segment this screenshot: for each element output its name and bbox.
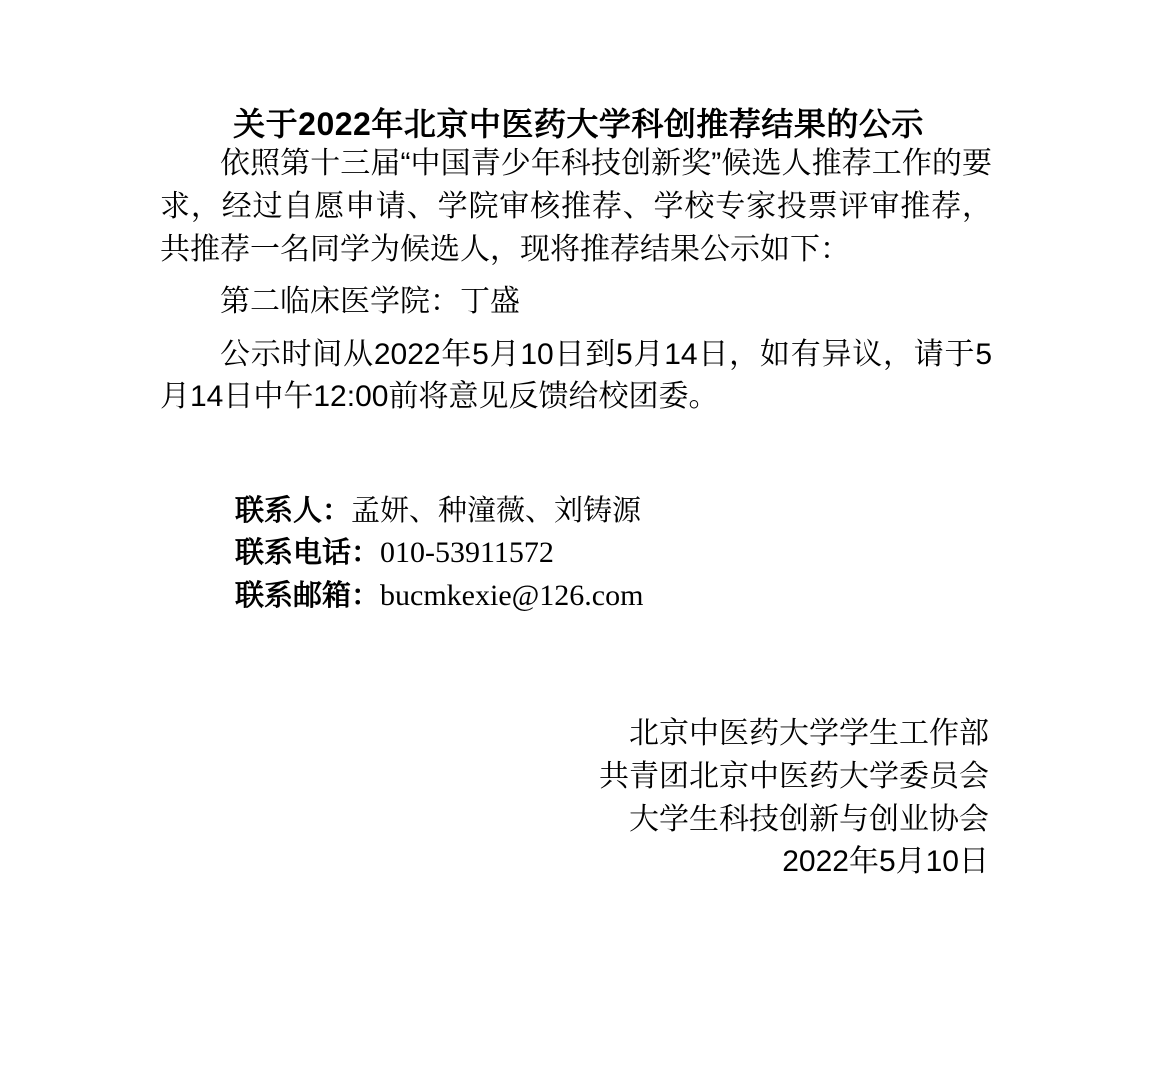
- contact-email-value: bucmkexie@126.com: [380, 578, 644, 612]
- document-body: [0, 143, 1157, 419]
- contact-email-row: [235, 575, 1157, 618]
- page-title: 关于2022年北京中医药大学科创推荐结果的公示: [233, 106, 924, 142]
- spacer: [0, 617, 1157, 713]
- signature-block: [0, 713, 1157, 883]
- signature-date: 2022年5月10日: [782, 845, 989, 879]
- paragraph-candidate: 第二临床医学院：丁盛: [220, 285, 520, 319]
- spacer: [160, 324, 992, 334]
- spacer: [0, 419, 1157, 491]
- signature-line-1: 北京中医药大学学生工作部: [629, 717, 989, 751]
- signature-line-3: 大学生科技创新与创业协会: [629, 802, 989, 836]
- contact-person-label: 联系人：: [235, 494, 352, 527]
- contact-phone-value: 010-53911572: [380, 536, 554, 570]
- paragraph-publicity-period: 公示时间从2022年5月10日到5月14日，如有异议，请于5月14日中午12:00前将意见反馈给校团委。: [160, 337, 992, 414]
- contact-info: [0, 491, 1157, 617]
- contact-person-row: [235, 491, 1157, 532]
- contact-person-value: 孟妍、种潼薇、刘铸源: [351, 494, 642, 527]
- paragraph-background: 依照第十三届“中国青少年科技创新奖”候选人推荐工作的要求，经过自愿申请、学院审核推荐、学校专家投票评审推荐，共推荐一名同学为候选人，现将推荐结果公示如下：: [160, 147, 992, 266]
- signature-line-2: 共青团北京中医药大学委员会: [599, 759, 989, 793]
- spacer: [160, 271, 992, 281]
- contact-phone-row: [235, 532, 1157, 575]
- contact-email-label: 联系邮箱：: [235, 579, 381, 612]
- contact-phone-label: 联系电话：: [235, 537, 381, 570]
